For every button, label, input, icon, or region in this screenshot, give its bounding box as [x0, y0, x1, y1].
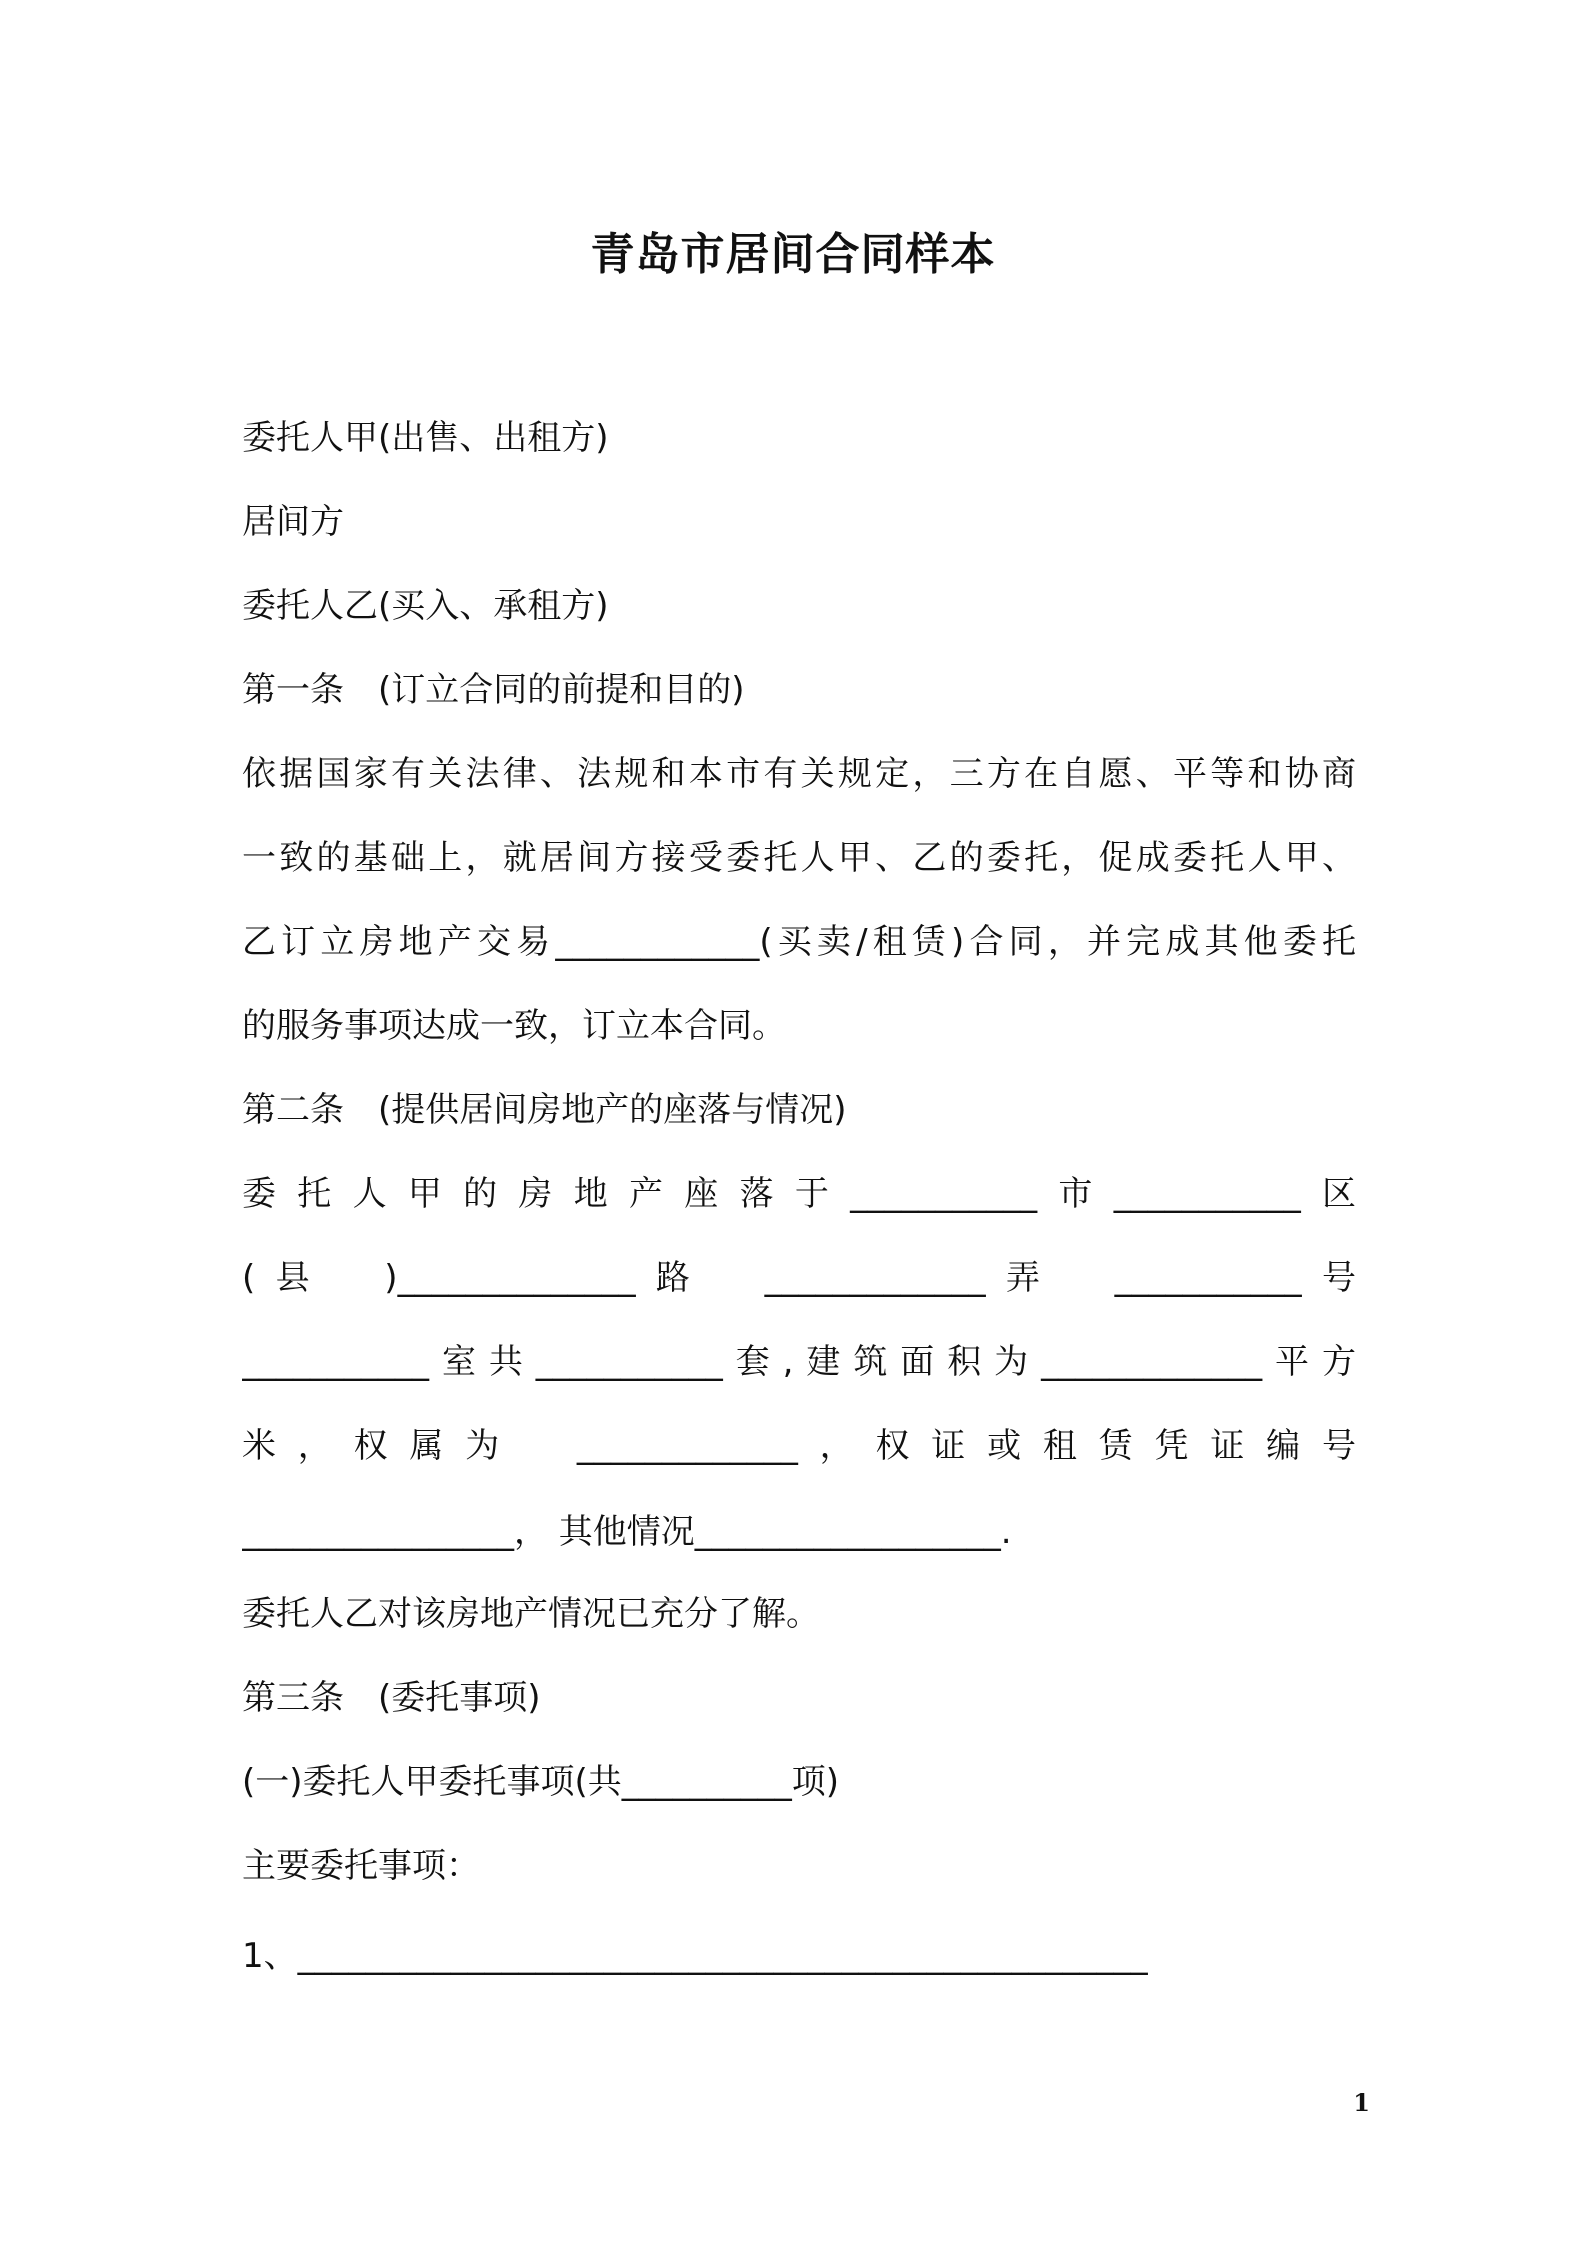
article-2-text-line: 委托人甲的房地产座落于___________市___________区: [242, 1174, 1356, 1214]
party-a-line: 委托人甲(出售、出租方): [242, 418, 609, 458]
article-3-text-line: 主要委托事项：: [242, 1846, 480, 1886]
article-2-text-line: ___________室共___________套,建筑面积为_____________平方: [242, 1342, 1356, 1382]
article-2-text-line: 委托人乙对该房地产情况已充分了解。: [242, 1594, 820, 1634]
article-3-item-line: 1、__________________________________________________: [242, 1936, 1148, 1976]
document-title: 青岛市居间合同样本: [590, 229, 996, 280]
article-2-text-line: ________________， 其他情况__________________.: [242, 1512, 1012, 1552]
article-1-heading: 第一条 (订立合同的前提和目的): [242, 670, 745, 710]
article-1-text-line: 乙订立房地产交易____________(买卖/租赁)合同，并完成其他委托: [242, 922, 1356, 962]
article-2-text-line: (县 )______________路 _____________弄 ___________号: [242, 1258, 1356, 1298]
article-3-text-line: (一)委托人甲委托事项(共__________项): [242, 1762, 840, 1802]
article-1-text-line: 依据国家有关法律、法规和本市有关规定，三方在自愿、平等和协商: [242, 754, 1356, 794]
article-2-heading: 第二条 (提供居间房地产的座落与情况): [242, 1090, 847, 1130]
article-1-text-line: 的服务事项达成一致，订立本合同。: [242, 1006, 786, 1046]
party-b-line: 委托人乙(买入、承租方): [242, 586, 609, 626]
intermediary-line: 居间方: [242, 502, 344, 542]
article-3-heading: 第三条 (委托事项): [242, 1678, 541, 1718]
article-2-text-line: 米，权属为 _____________，权证或租赁凭证编号: [242, 1426, 1356, 1466]
page-number: 1: [1353, 2088, 1370, 2117]
article-1-text-line: 一致的基础上，就居间方接受委托人甲、乙的委托，促成委托人甲、: [242, 838, 1356, 878]
